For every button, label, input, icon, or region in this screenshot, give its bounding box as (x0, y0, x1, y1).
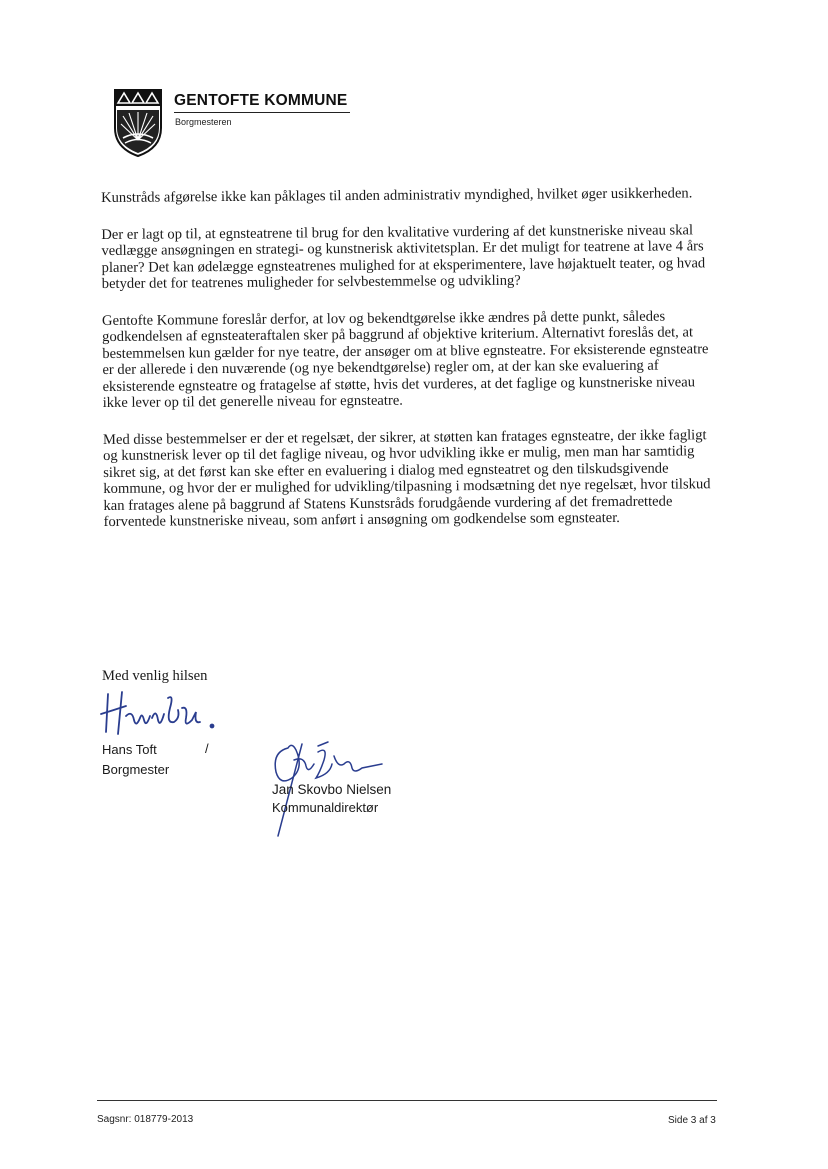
signer2-name: Jan Skovbo Nielsen (272, 782, 392, 797)
case-number: Sagsnr: 018779-2013 (97, 1114, 194, 1125)
signer1-name: Hans Toft (102, 742, 157, 757)
paragraph: Kunstråds afgørelse ikke kan påklages til anden administrativ myndighed, hvilket øger usikkerheden. (101, 185, 693, 206)
letter-body (101, 185, 714, 550)
signer1-title: Borgmester (102, 762, 170, 777)
closing-greeting: Med venlig hilsen (102, 668, 208, 684)
paragraph: Der er lagt op til, at egnsteatrene til brug for den kvalitative vurdering af det kunstneriske niveau skal vedlægge ansøgningen en strategi- og kunstnerisk aktivitetsplan. Er det muligt for teatrene at lave 4 års planer? Det kan ødelægge egnsteatrenes mulighed for at eksperimentere, lave højaktuelt teater, og hvad betyder det for teatrenes muligheder for selvbestemmelse og udvikling? (101, 221, 706, 292)
municipal-crest-icon (113, 88, 163, 158)
handwritten-signature-icon (96, 684, 226, 742)
department-name: Borgmesteren (175, 117, 232, 127)
organization-name: GENTOFTE KOMMUNE (174, 92, 348, 109)
footer-divider (97, 1100, 717, 1101)
page-number: Side 3 af 3 (668, 1115, 716, 1126)
signer2-title: Kommunaldirektør (272, 800, 379, 815)
header-divider (174, 112, 350, 113)
paragraph: Gentofte Kommune foreslår derfor, at lov og bekendtgørelse ikke ændres på dette punkt, således godkendelsen af egnsteateraftalen sker på baggrund af objektive kriterium. Alternativt foreslås det, at bestemmelsen kun gælder for nye teatre, der ansøger om at blive egnsteatre. For eksisterende egnsteatre er der allerede i den nuværende (og nye bekendtgørelse) regler om, at der kan ske evaluering af eksisterende egnsteatre og fratagelse af støtte, hvis det vurderes, at det faglige og kunstneriske niveau ikke lever op til det generelle niveau for egnsteatre. (101, 308, 709, 411)
paragraph: Med disse bestemmelser er der et regelsæt, der sikrer, at støtten kan fratages egnsteatre, der ikke fagligt og kunstnerisk lever op til det faglige niveau, og hvor udvikling ikke er mulig, men man har samtidig sikret sig, at det først kan ske efter en evaluering i dialog med egnsteatret og den tilskudsgivende kommune, og hvor der er mulighed for udvikling/tilpasning i modsætning det nye regelsæt, hvor tilskud kan fratages alene på baggrund af Statens Kunstsråds forudgående vurdering af det fremadrettede forventede kunstneriske niveau, som anført i ansøgning om godkendelse som egnsteater. (102, 426, 711, 530)
separator-mark: / (205, 741, 209, 756)
